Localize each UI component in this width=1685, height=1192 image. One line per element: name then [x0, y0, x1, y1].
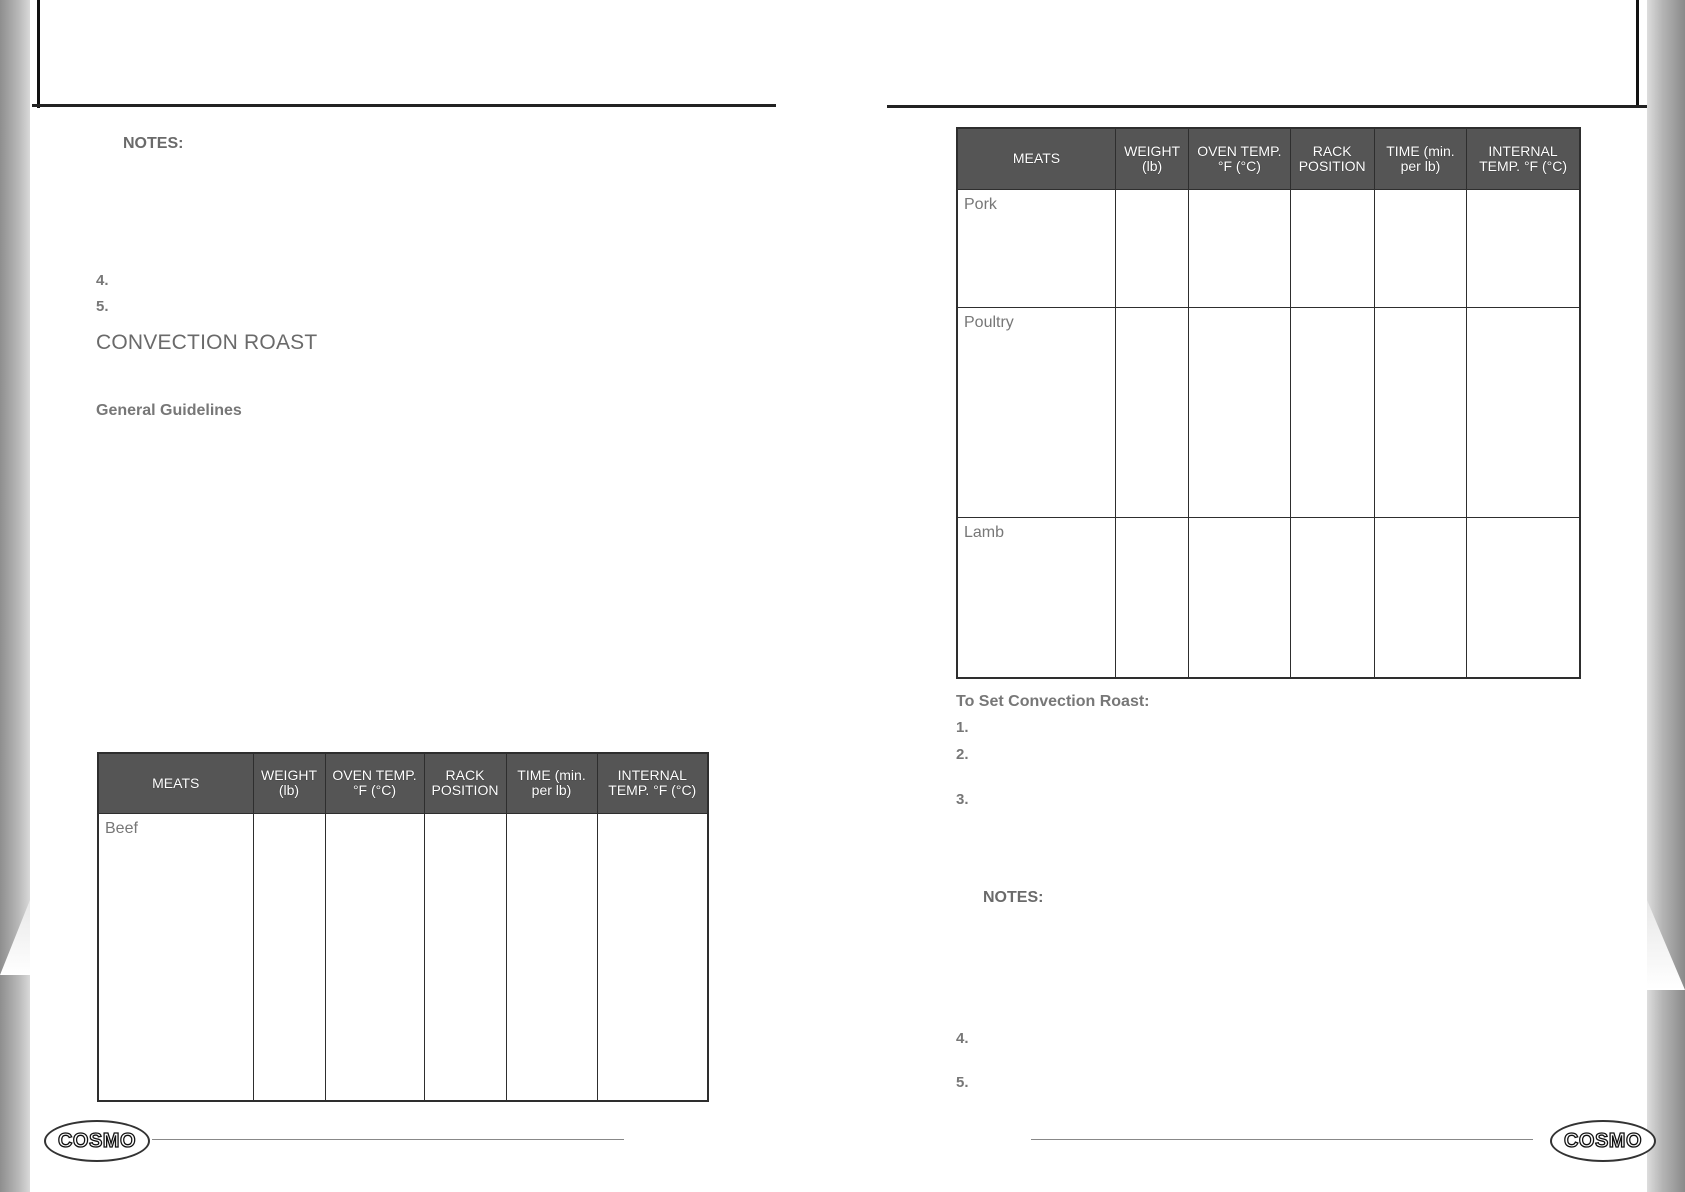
weight-cell	[1116, 189, 1189, 307]
weight-cell	[1116, 307, 1189, 517]
right-step-1: 1.	[956, 719, 969, 736]
meat-cell-beef: Beef	[98, 813, 253, 1101]
right-footer-rule	[1031, 1139, 1533, 1140]
section-title: CONVECTION ROAST	[96, 331, 318, 354]
right-cosmo-logo	[1550, 1120, 1656, 1162]
table-row	[98, 813, 708, 1101]
right-header-rule-vertical	[1636, 0, 1639, 108]
rack-position-cell	[424, 813, 506, 1101]
header-internal-temp: INTERNAL TEMP. °F (°C)	[1467, 128, 1580, 189]
right-notes-label: NOTES:	[983, 889, 1044, 906]
oven-temp-cell	[325, 813, 424, 1101]
internal-temp-cell	[1467, 307, 1580, 517]
header-oven-temp: OVEN TEMP. °F (°C)	[1189, 128, 1290, 189]
meat-cell-lamb: Lamb	[957, 517, 1116, 678]
table-header-row	[957, 128, 1580, 189]
rack-position-cell	[1290, 517, 1374, 678]
beef-roast-table	[97, 752, 709, 1102]
left-step-5: 5.	[96, 298, 109, 315]
set-convection-roast-label: To Set Convection Roast:	[956, 693, 1150, 710]
right-step-4: 4.	[956, 1030, 969, 1047]
table-row	[957, 517, 1580, 678]
header-oven-temp: OVEN TEMP. °F (°C)	[325, 753, 424, 813]
header-time: TIME (min. per lb)	[506, 753, 597, 813]
right-step-2: 2.	[956, 746, 969, 763]
left-step-4: 4.	[96, 272, 109, 289]
left-cosmo-logo	[44, 1120, 150, 1162]
oven-temp-cell	[1189, 517, 1290, 678]
header-time: TIME (min. per lb)	[1374, 128, 1466, 189]
right-logo-text: COSMO	[1563, 1130, 1643, 1152]
weight-cell	[1116, 517, 1189, 678]
left-header-rule	[32, 104, 776, 107]
header-meats: MEATS	[957, 128, 1116, 189]
internal-temp-cell	[1467, 517, 1580, 678]
meat-cell-pork: Pork	[957, 189, 1116, 307]
header-rack-position: RACK POSITION	[424, 753, 506, 813]
meat-cell-poultry: Poultry	[957, 307, 1116, 517]
right-step-5: 5.	[956, 1074, 969, 1091]
rack-position-cell	[1290, 189, 1374, 307]
pork-poultry-lamb-roast-table	[956, 127, 1581, 679]
oven-temp-cell	[1189, 307, 1290, 517]
time-cell	[1374, 307, 1466, 517]
left-notes-label: NOTES:	[123, 135, 184, 152]
time-cell	[1374, 517, 1466, 678]
internal-temp-cell	[1467, 189, 1580, 307]
left-logo-text: COSMO	[57, 1130, 137, 1152]
weight-cell	[253, 813, 325, 1101]
header-internal-temp: INTERNAL TEMP. °F (°C)	[597, 753, 708, 813]
table-row	[957, 189, 1580, 307]
general-guidelines-label: General Guidelines	[96, 402, 242, 419]
header-weight: WEIGHT (lb)	[253, 753, 325, 813]
internal-temp-cell	[597, 813, 708, 1101]
left-footer-rule	[152, 1139, 624, 1140]
right-header-rule	[887, 105, 1647, 108]
left-page-edge	[0, 0, 30, 1192]
header-meats: MEATS	[98, 753, 253, 813]
time-cell	[506, 813, 597, 1101]
rack-position-cell	[1290, 307, 1374, 517]
right-page-edge	[1647, 0, 1685, 1192]
left-header-rule-vertical	[37, 0, 40, 108]
table-header-row	[98, 753, 708, 813]
right-step-3: 3.	[956, 791, 969, 808]
oven-temp-cell	[1189, 189, 1290, 307]
table-row	[957, 307, 1580, 517]
header-rack-position: RACK POSITION	[1290, 128, 1374, 189]
time-cell	[1374, 189, 1466, 307]
header-weight: WEIGHT (lb)	[1116, 128, 1189, 189]
